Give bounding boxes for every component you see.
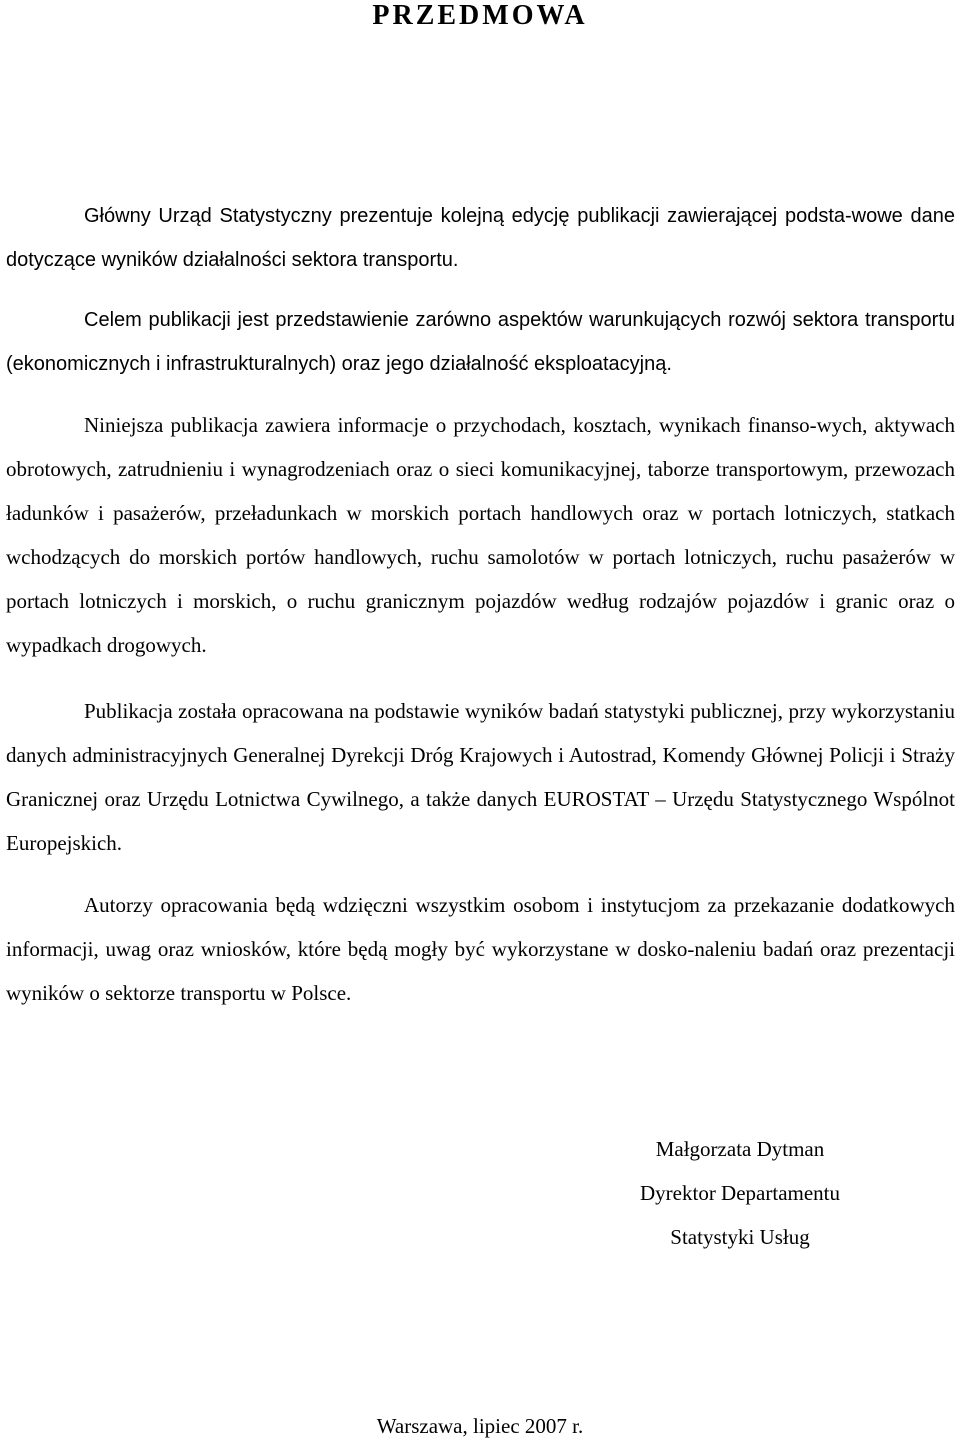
paragraph-contents: [6, 403, 955, 667]
paragraph-text: Autorzy opracowania będą wdzięczni wszystkim osobom i instytucjom za przekazanie dodatkowych informacji, uwag oraz wniosków, które będą mogły być wykorzystane w dosko-naleniu badań oraz prezentacji wyników o sektorze transportu w Polsce.: [6, 893, 955, 1005]
paragraph-text: Główny Urząd Statystyczny prezentuje kolejną edycję publikacji zawierającej podsta-wowe dane dotyczące wyników działalności sektora transportu.: [6, 205, 955, 271]
page-title: PRZEDMOWA: [372, 0, 588, 31]
paragraph-sources: [6, 689, 955, 865]
paragraph-intro: [6, 194, 955, 282]
paragraph-acknowledgement: [6, 883, 955, 1015]
paragraph-purpose: [6, 298, 955, 386]
paragraph-text: Niniejsza publikacja zawiera informacje o przychodach, kosztach, wynikach finanso-wych, aktywach obrotowych, zatrudnieniu i wynagrodzeniach oraz o sieci komunikacyjnej, taborze transportowym, przewozach ładunków i pasażerów, przeładunkach w morskich portach handlowych oraz w portach lotniczych, statkach wchodzących do morskich portów handlowych, ruchu samolotów w portach lotniczych, ruchu pasażerów w portach lotniczych i morskich, o ruchu granicznym pojazdów według rodzajów pojazdów i granic oraz o wypadkach drogowych.: [6, 413, 955, 657]
signatory-department: Statystyki Usług: [670, 1225, 810, 1249]
signature-block: [640, 1127, 840, 1259]
signatory-name: Małgorzata Dytman: [655, 1137, 825, 1161]
signatory-position: Dyrektor Departamentu: [640, 1181, 841, 1205]
paragraph-text: Celem publikacji jest przedstawienie zarówno aspektów warunkujących rozwój sektora transportu (ekonomicznych i infrastrukturalnych) oraz jego działalność eksploatacyjną.: [6, 309, 955, 375]
place-date: Warszawa, lipiec 2007 r.: [376, 1414, 584, 1438]
paragraph-text: Publikacja została opracowana na podstawie wyników badań statystyki publicznej, przy wykorzystaniu danych administracyjnych Generalnej Dyrekcji Dróg Krajowych i Autostrad, Komendy Głównej Policji i Straży Granicznej oraz Urzędu Lotnictwa Cywilnego, a także danych EUROSTAT – Urzędu Statystycznego Wspólnot Europejskich.: [6, 699, 955, 855]
